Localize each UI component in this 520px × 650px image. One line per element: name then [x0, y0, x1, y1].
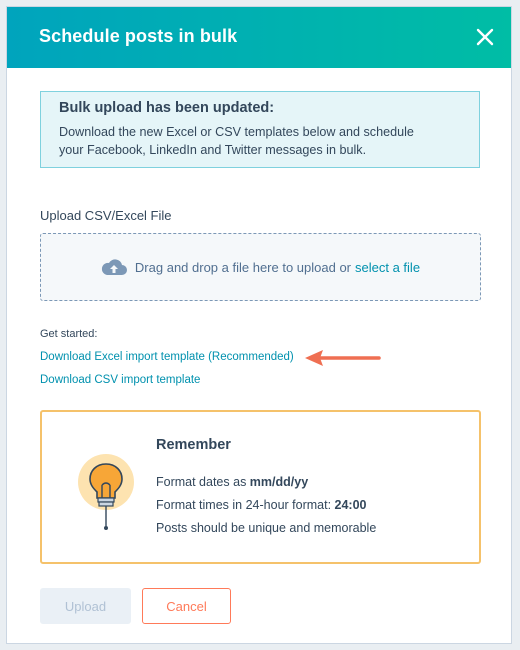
- tip-date-format: [156, 475, 308, 489]
- modal-title: Schedule posts in bulk: [39, 26, 238, 46]
- tip-date-format-label: Format dates as: [156, 475, 250, 489]
- cloud-upload-icon: [101, 258, 127, 276]
- upload-button[interactable]: Upload: [40, 588, 131, 624]
- download-csv-template-link[interactable]: Download CSV import template: [40, 374, 201, 386]
- close-icon: [475, 27, 495, 47]
- modal-header: [7, 7, 511, 68]
- remember-box: [40, 410, 481, 564]
- close-button[interactable]: [475, 27, 495, 47]
- schedule-posts-modal: [6, 6, 512, 644]
- remember-title: Remember: [156, 437, 231, 453]
- get-started-label: Get started:: [40, 328, 98, 340]
- cancel-button[interactable]: Cancel: [142, 588, 231, 624]
- lightbulb-icon: [76, 452, 136, 532]
- tip-unique-posts: Posts should be unique and memorable: [156, 521, 377, 535]
- info-body: [59, 123, 461, 159]
- info-body-line-2: your Facebook, LinkedIn and Twitter messages in bulk.: [59, 143, 367, 157]
- tip-date-format-value: mm/dd/yy: [249, 475, 309, 489]
- upload-label: Upload CSV/Excel File: [40, 208, 172, 223]
- select-file-link[interactable]: select a file: [355, 259, 421, 275]
- tip-time-format-label: Format times in 24-hour format:: [156, 498, 335, 512]
- info-title: Bulk upload has been updated:: [59, 100, 275, 116]
- tip-time-format: [156, 498, 367, 512]
- download-excel-template-link[interactable]: Download Excel import template (Recommended): [40, 351, 294, 363]
- tip-time-format-value: 24:00: [334, 498, 367, 512]
- dropzone-text: Drag and drop a file here to upload or: [134, 259, 352, 275]
- update-info-box: [40, 91, 480, 168]
- arrow-pointer-icon: [303, 347, 383, 369]
- file-dropzone[interactable]: [40, 233, 481, 301]
- info-body-line-1: Download the new Excel or CSV templates below and schedule: [59, 125, 414, 139]
